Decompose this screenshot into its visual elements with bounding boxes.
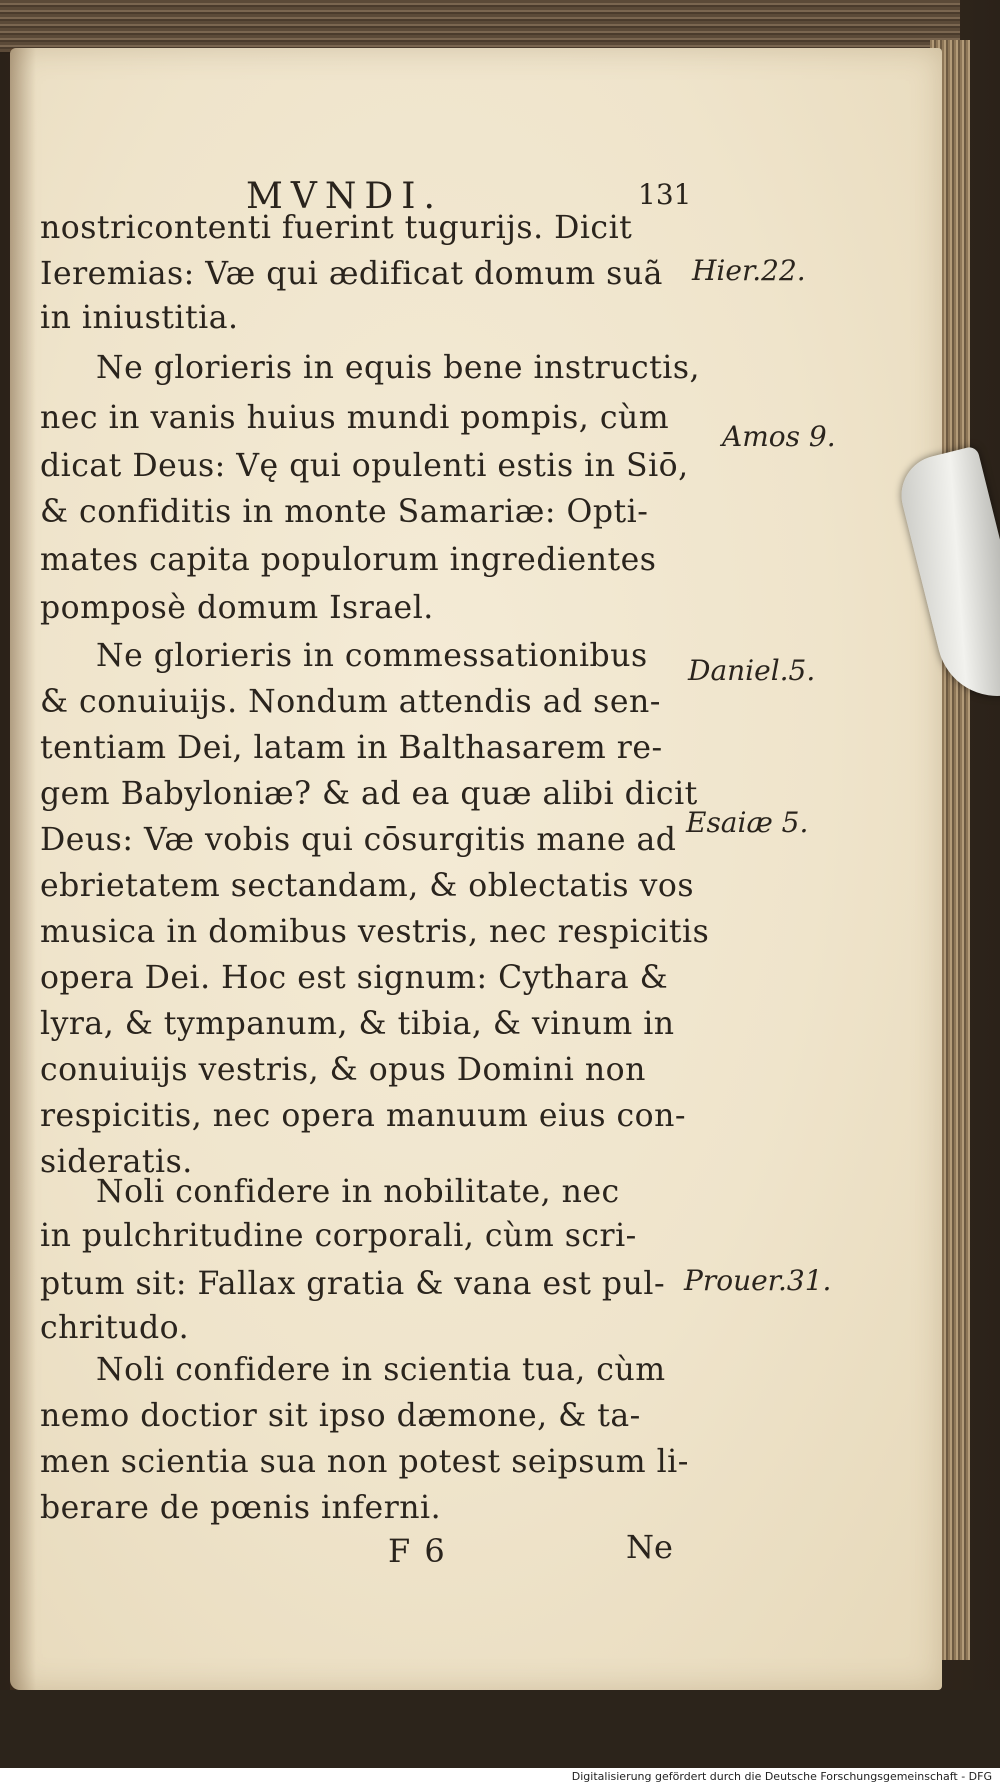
text-line: nec in vanis huius mundi pompis, cùm — [40, 400, 670, 436]
text-line: chritudo. — [40, 1310, 190, 1346]
book-bottom-band — [0, 1690, 1000, 1770]
text-line: lyra, & tympanum, & tibia, & vinum in — [40, 1006, 675, 1042]
text-line: Deus: Væ vobis qui cōsurgitis mane ad — [40, 822, 677, 858]
text-line: opera Dei. Hoc est signum: Cythara & — [40, 960, 669, 996]
margin-note: Hier.22. — [692, 254, 806, 287]
credit-bar — [0, 1768, 1000, 1786]
text-line: ptum sit: Fallax gratia & vana est pul- — [40, 1266, 666, 1302]
text-line: dicat Deus: Vę qui opulenti estis in Siō, — [40, 448, 689, 484]
text-line: Noli confidere in scientia tua, cùm — [96, 1352, 666, 1388]
spine-shadow — [10, 48, 36, 1690]
text-line: mates capita populorum ingredientes — [40, 542, 657, 578]
margin-note: Amos 9. — [722, 420, 836, 453]
text-line: ebrietatem sectandam, & oblectatis vos — [40, 868, 695, 904]
text-line: pomposè domum Israel. — [40, 590, 434, 626]
text-line: Noli confidere in nobilitate, nec — [96, 1174, 620, 1210]
text-line: conuiuijs vestris, & opus Domini non — [40, 1052, 646, 1088]
text-line: men scientia sua non potest seipsum li- — [40, 1444, 689, 1480]
text-line: gem Babyloniæ? & ad ea quæ alibi dicit — [40, 776, 698, 812]
text-line: nostricontenti fuerint tugurijs. Dicit — [40, 210, 633, 246]
text-line: & confiditis in monte Samariæ: Opti- — [40, 494, 649, 530]
text-line: in iniustitia. — [40, 300, 239, 336]
margin-note: Esaiæ 5. — [686, 806, 809, 839]
text-line: tentiam Dei, latam in Balthasarem re- — [40, 730, 663, 766]
digitization-credit: Digitalisierung gefördert durch die Deutsche Forschungsgemeinschaft - DFG — [571, 1770, 992, 1783]
catchword: Ne — [626, 1528, 673, 1566]
text-line: & conuiuijs. Nondum attendis ad sen- — [40, 684, 661, 720]
text-line: Ne glorieris in commessationibus — [96, 638, 648, 674]
margin-note: Prouer.31. — [684, 1264, 832, 1297]
text-line: in pulchritudine corporali, cùm scri- — [40, 1218, 637, 1254]
text-line: berare de pœnis inferni. — [40, 1490, 442, 1526]
text-line: nemo doctior sit ipso dæmone, & ta- — [40, 1398, 641, 1434]
book-top-edge — [0, 0, 960, 54]
running-head: MVNDI. — [246, 176, 443, 217]
text-line: Ieremias: Væ qui ædificat domum suã — [40, 256, 663, 292]
text-line: musica in domibus vestris, nec respicitis — [40, 914, 710, 950]
margin-note: Daniel.5. — [688, 654, 816, 687]
text-line: Ne glorieris in equis bene instructis, — [96, 350, 701, 386]
signature-mark: F 6 — [388, 1532, 447, 1570]
text-line: respicitis, nec opera manuum eius con- — [40, 1098, 687, 1134]
text-line: sideratis. — [40, 1144, 193, 1180]
page-number: 131 — [638, 178, 692, 211]
